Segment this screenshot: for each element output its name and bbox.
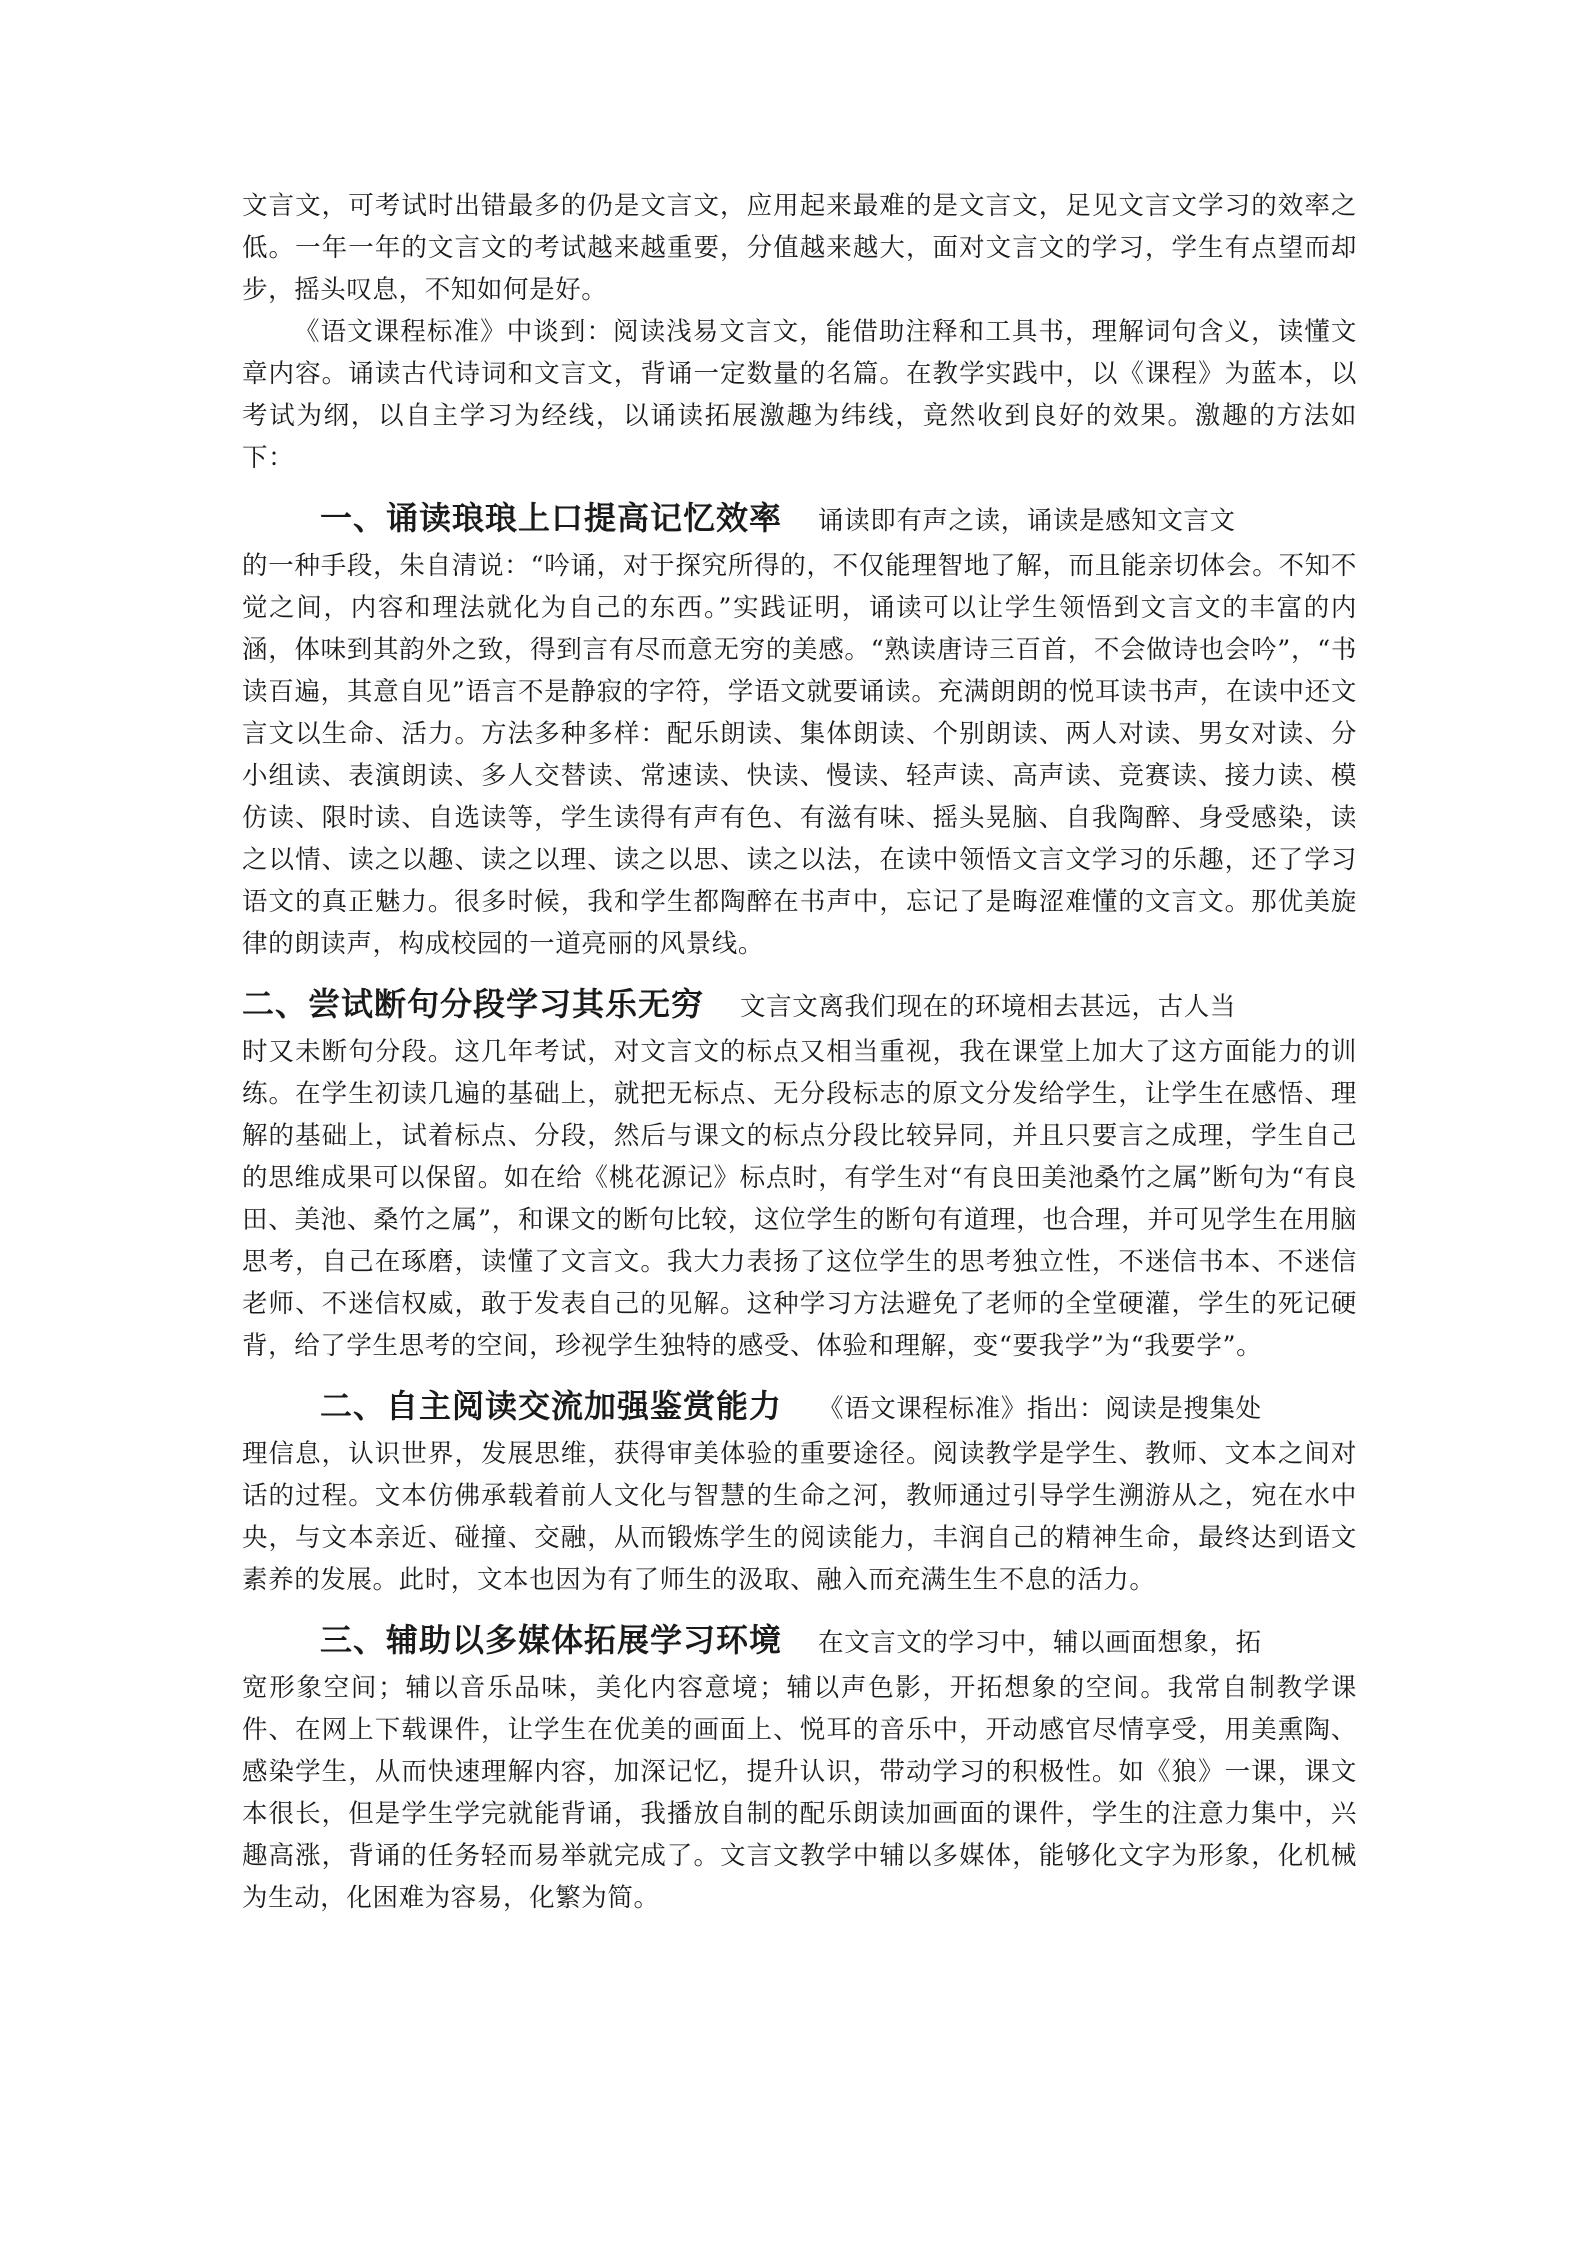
section-heading-line (242, 1613, 1357, 1667)
intro-paragraph: 文言文，可考试时出错最多的仍是文言文，应用起来最难的是文言文，足见文言文学习的效率之低。一年一年的文言文的考试越来越重要，分值越来越大，面对文言文的学习，学生有点望而却步，摇头叹息，不知如何是好。 (242, 191, 1357, 305)
section-reading-exchange (242, 1379, 1357, 1601)
section-heading-line (242, 491, 1357, 545)
section-body: 宽形象空间；辅以音乐品味，美化内容意境；辅以声色影，开拓想象的空间。我常自制教学课件、在网上下载课件，让学生在优美的画面上、悦耳的音乐中，开动感官尽情享受，用美熏陶、感染学生，从而快速理解内容，加深记忆，提升认识，带动学习的积极性。如《狼》一课，课文本很长，但是学生学完就能背诵，我播放自制的配乐朗读加画面的课件，学生的注意力集中，兴趣高涨，背诵的任务轻而易举就完成了。文言文教学中辅以多媒体，能够化文字为形象，化机械为生动，化困难为容易，化繁为简。 (242, 1673, 1357, 1913)
section-lead-text: 《语文课程标准》指出：阅读是搜集处 (818, 1394, 1262, 1424)
curriculum-standard-paragraph: 《语文课程标准》中谈到：阅读浅易文言文，能借助注释和工具书，理解词句含义，读懂文章内容。诵读古代诗词和文言文，背诵一定数量的名篇。在教学实践中，以《课程》为蓝本，以考试为纲，以自主学习为经线，以诵读拓展激趣为纬线，竟然收到良好的效果。激趣的方法如下： (242, 317, 1357, 473)
section-recitation (242, 491, 1357, 965)
section-heading: 二、自主阅读交流加强鉴赏能力 (320, 1387, 783, 1425)
section-lead-text: 在文言文的学习中，辅以画面想象，拓 (818, 1628, 1262, 1658)
section-body: 的一种手段，朱自清说：“吟诵，对于探究所得的，不仅能理智地了解，而且能亲切体会。不知不觉之间，内容和理法就化为自己的东西。”实践证明，诵读可以让学生领悟到文言文的丰富的内涵，体味到其韵外之致，得到言有尽而意无穷的美感。“熟读唐诗三百首，不会做诗也会吟”，“书读百遍，其意自见”语言不是静寂的字符，学语文就要诵读。充满朗朗的悦耳读书声，在读中还文言文以生命、活力。方法多种多样：配乐朗读、集体朗读、个别朗读、两人对读、男女对读、分小组读、表演朗读、多人交替读、常速读、快读、慢读、轻声读、高声读、竞赛读、接力读、模仿读、限时读、自选读等，学生读得有声有色、有滋有味、摇头晃脑、自我陶醉、身受感染，读之以情、读之以趣、读之以理、读之以思、读之以法，在读中领悟文言文学习的乐趣，还了学习语文的真正魅力。很多时候，我和学生都陶醉在书声中，忘记了是晦涩难懂的文言文。那优美旋律的朗读声，构成校园的一道亮丽的风景线。 (242, 551, 1357, 959)
section-body: 时又未断句分段。这几年考试，对文言文的标点又相当重视，我在课堂上加大了这方面能力的训练。在学生初读几遍的基础上，就把无标点、无分段标志的原文分发给学生，让学生在感悟、理解的基础上，试着标点、分段，然后与课文的标点分段比较异同，并且只要言之成理，学生自己的思维成果可以保留。如在给《桃花源记》标点时，有学生对“有良田美池桑竹之属”断句为“有良田、美池、桑竹之属”，和课文的断句比较，这位学生的断句有道理，也合理，并可见学生在用脑思考，自己在琢磨，读懂了文言文。我大力表扬了这位学生的思考独立性，不迷信书本、不迷信老师、不迷信权威，敢于发表自己的见解。这种学习方法避免了老师的全堂硬灌，学生的死记硬背，给了学生思考的空间，珍视学生独特的感受、体验和理解，变“要我学”为“我要学”。 (242, 1037, 1357, 1361)
document-page (242, 185, 1357, 1919)
section-heading: 一、诵读琅琅上口提高记忆效率 (320, 499, 783, 537)
section-body: 理信息，认识世界，发展思维，获得审美体验的重要途径。阅读教学是学生、教师、文本之间对话的过程。文本仿佛承载着前人文化与智慧的生命之河，教师通过引导学生溯游从之，宛在水中央，与文本亲近、碰撞、交融，从而锻炼学生的阅读能力，丰润自己的精神生命，最终达到语文素养的发展。此时，文本也因为有了师生的汲取、融入而充满生生不息的活力。 (242, 1439, 1357, 1595)
section-heading: 二、尝试断句分段学习其乐无穷 (242, 985, 705, 1023)
section-multimedia (242, 1613, 1357, 1919)
section-lead-text: 诵读即有声之读，诵读是感知文言文 (818, 506, 1236, 536)
section-heading: 三、辅助以多媒体拓展学习环境 (320, 1621, 783, 1659)
section-lead-text: 文言文离我们现在的环境相去甚远，古人当 (740, 992, 1236, 1022)
section-punctuation (242, 977, 1357, 1367)
section-heading-line (242, 1379, 1357, 1433)
section-heading-line (242, 977, 1357, 1031)
